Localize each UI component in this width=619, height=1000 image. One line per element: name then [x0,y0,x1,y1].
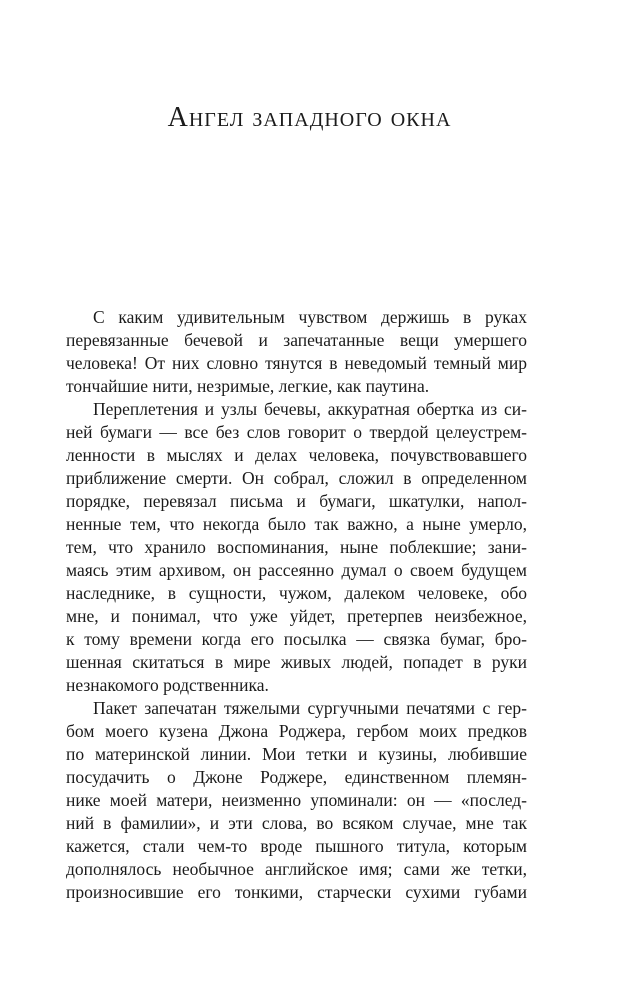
body-text [66,306,527,904]
text-line: ненные тем, что некогда было так важно, а ныне умерло, [66,514,527,534]
text-line: ленности в мыслях и делах человека, почувствовавшего [66,445,527,465]
text-line: маясь этим архивом, он рассеянно думал о своем будущем [66,560,527,580]
text-line: по материнской линии. Мои тетки и кузины, любившие [66,744,527,764]
text-line: посудачить о Джоне Роджере, единственном племян- [66,767,527,787]
text-line: приближение смерти. Он собрал, сложил в определенном [66,468,527,488]
text-line: перевязанные бечевой и запечатанные вещи умершего [66,330,527,350]
text-line: к тому времени когда его посылка — связка бумаг, бро- [66,629,527,649]
text-line: человека! От них словно тянутся в неведомый темный мир [66,353,527,373]
chapter-title: Ангел западного окна [167,102,452,133]
text-line: С каким удивительным чувством держишь в руках [93,307,527,327]
text-line: дополнялось необычное английское имя; сами же тетки, [66,859,527,879]
text-line: Пакет запечатан тяжелыми сургучными печатями с гер- [93,698,527,718]
text-line: порядке, перевязал письма и бумаги, шкатулки, напол- [66,491,527,511]
text-line: шенная скитаться в мире живых людей, попадет в руки [66,652,527,672]
text-line: нике моей матери, неизменно упоминали: он — «послед- [66,790,527,810]
text-line: ний в фамилии», и эти слова, во всяком случае, мне так [66,813,527,833]
text-line: тем, что хранило воспоминания, ныне поблекшие; зани- [66,537,527,557]
text-line: произносившие его тонкими, старчески сухими губами [66,882,527,902]
paragraph [66,306,527,398]
text-line: бом моего кузена Джона Роджера, гербом моих предков [66,721,527,741]
text-line: незнакомого родственника. [66,675,269,695]
text-line: тончайшие нити, незримые, легкие, как паутина. [66,376,430,396]
text-line: мне, и понимал, что уже уйдет, претерпев неизбежное, [66,606,527,626]
paragraph [66,398,527,697]
text-line: кажется, стали чем-то вроде пышного титула, которым [66,836,527,856]
text-line: ней бумаги — все без слов говорит о твердой целеустрем- [66,422,527,442]
text-line: наследнике, в сущности, чужом, далеком человеке, обо [66,583,527,603]
paragraph [66,697,527,904]
text-line: Переплетения и узлы бечевы, аккуратная обертка из си- [93,399,527,419]
